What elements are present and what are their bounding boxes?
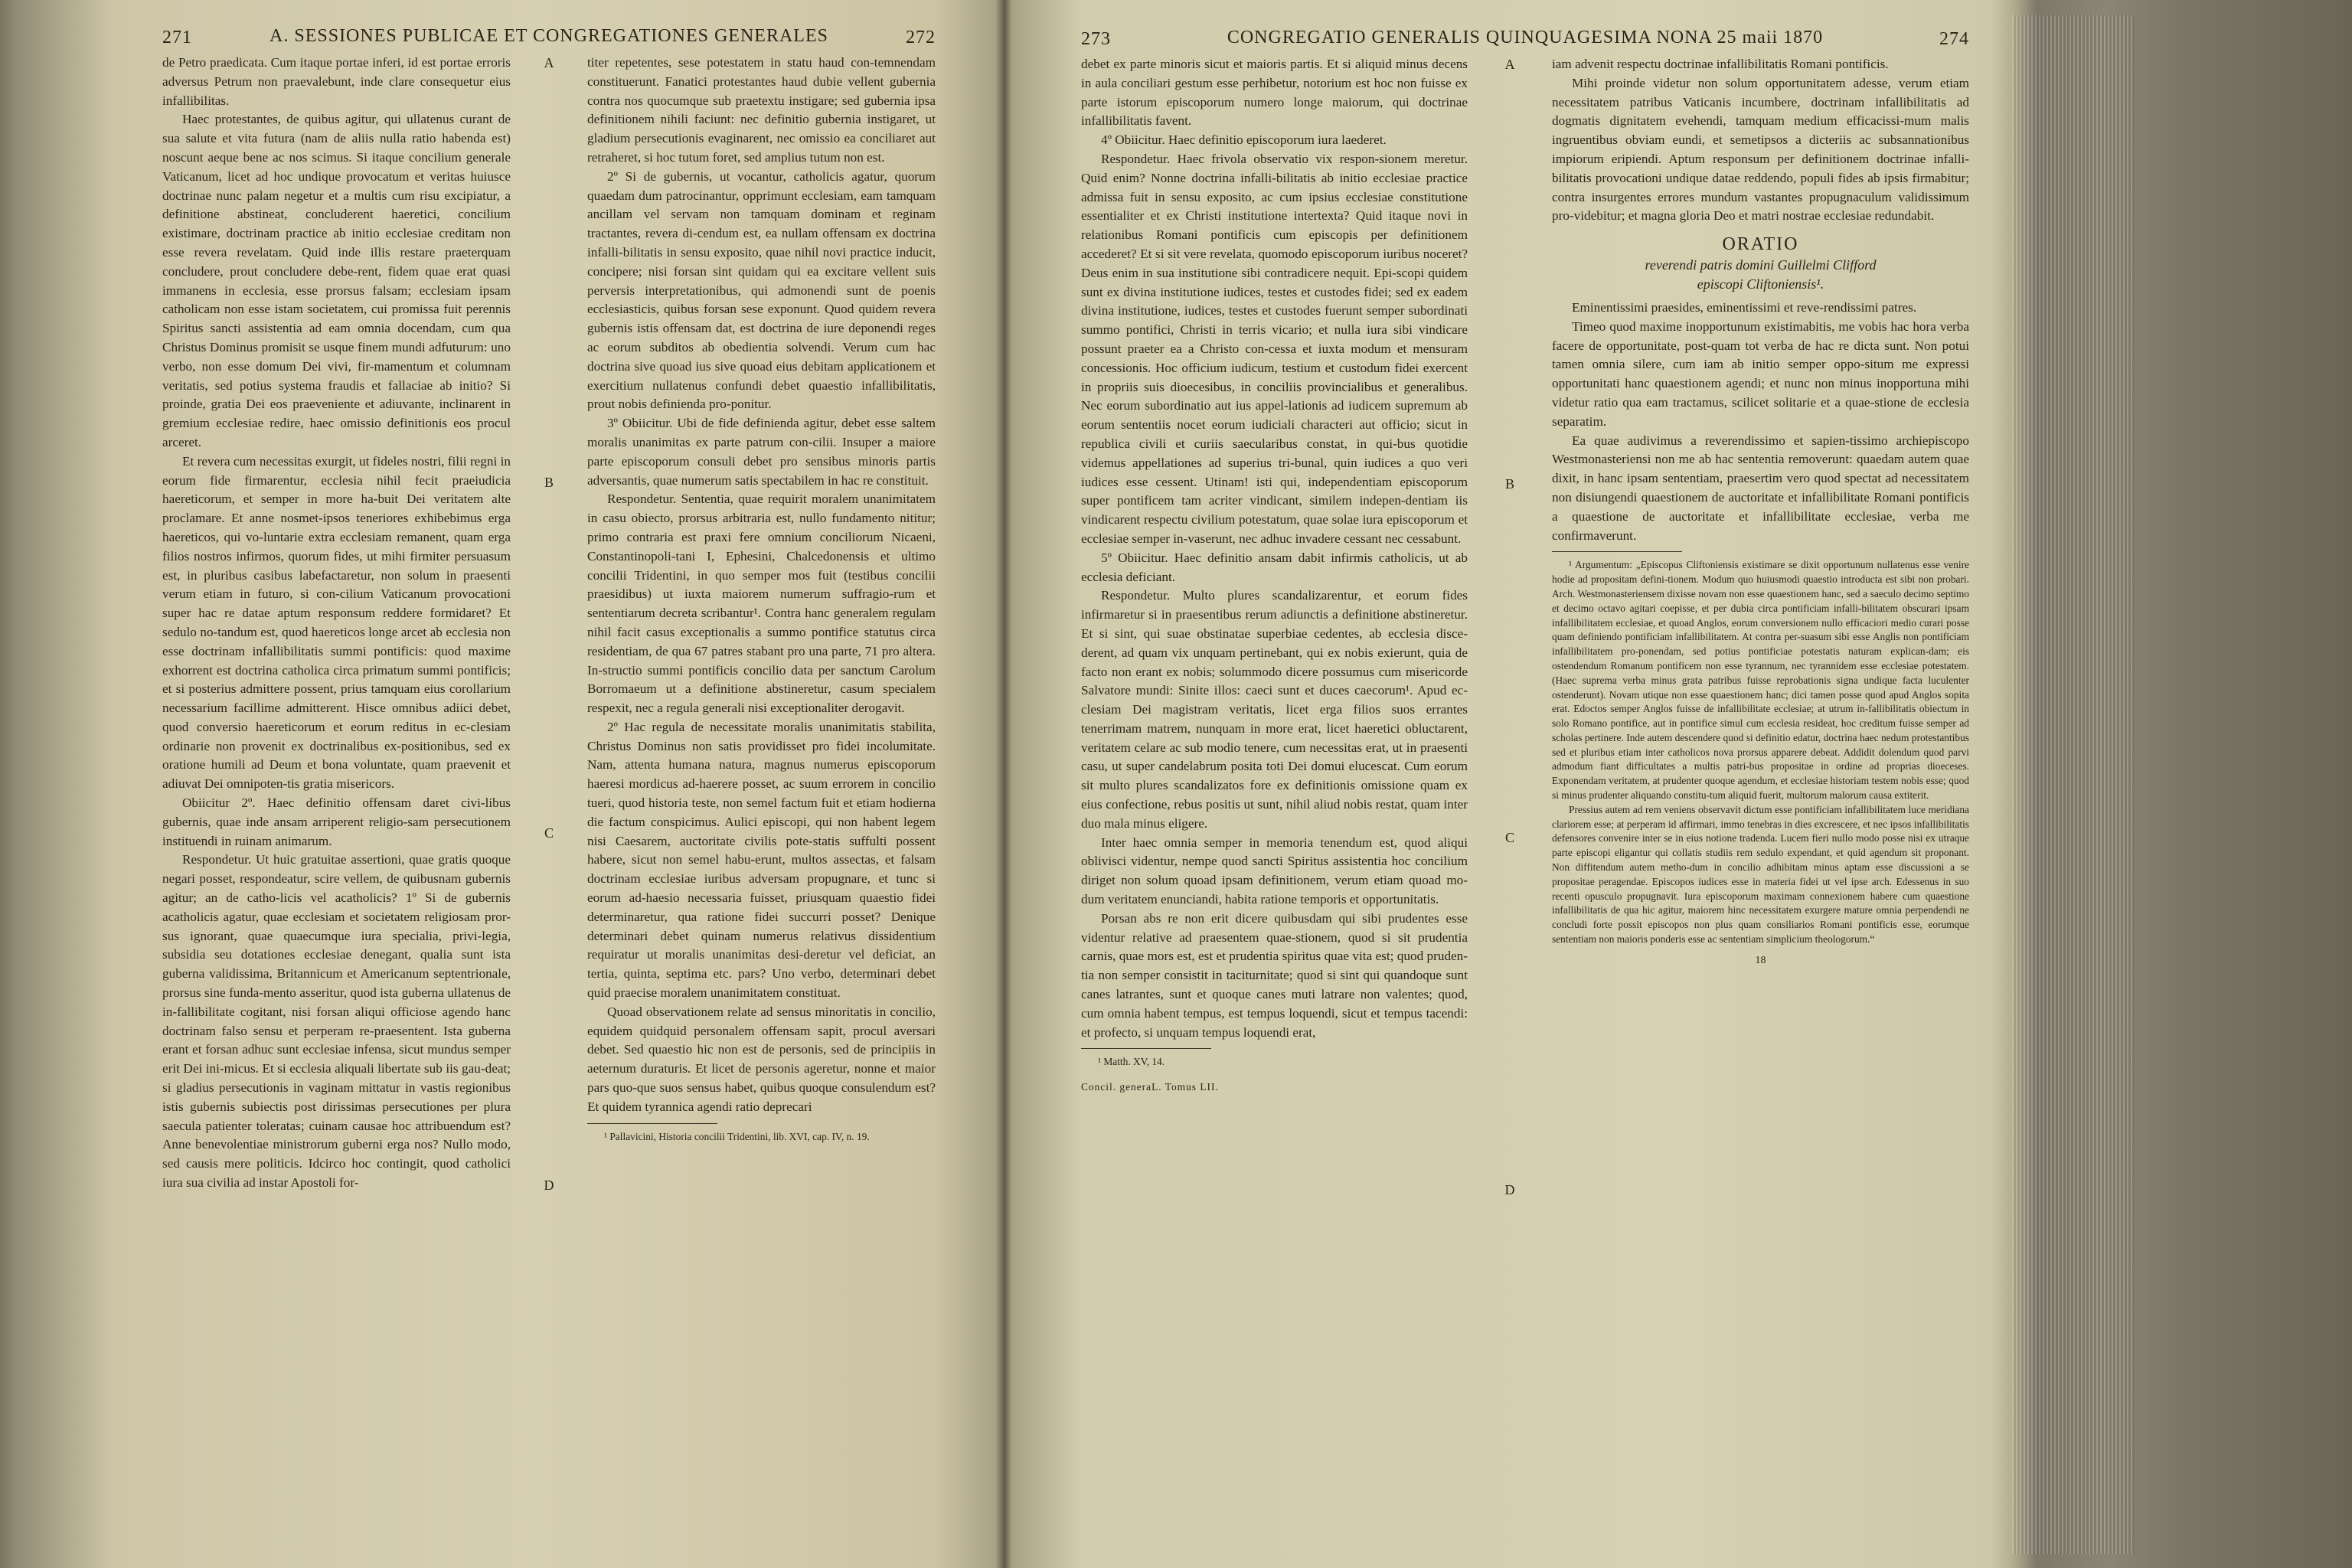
gathering-number: 18 — [1755, 954, 1766, 966]
paragraph: Et revera cum necessitas exurgit, ut fideles nostri, filii regni in eorum fide firmarentur, ecclesia nihil fecit praeiudicia haereticorum, et semper in more ha-buit Dei veritatem alte proclamare. Et anne nosmet-ipsos teneriores exhibebimus erga haereticos, qui vo-luntarie extra ecclesiam remanent, quam erga filios nostros infirmos, quorum fides, ut mihi firmiter persuasum est, in pluribus casibus labefactaretur, non solum in praesenti verum etiam in futuro, si con-cilium Vaticanum provocationi super hac re datae aptum responsum reddere formidaret? Et sedulo no-tandum est, quod haereticos longe arcet ab ecclesia non esse doctrinam infallibilitatis summi pontificis: quod maxime exhorrent est doctrina catholica circa primatum summi pontificis; et si posterius admittere possent, prius tamquam eius corollarium necessarium facillime admitterent. Hisce omnibus adiici debet, quod conversio haereticorum et eorum reditus in ec-clesiam ordinarie non provenit ex doctrinalibus ex-positionibus, sed ex oratione humili ad Deum et bona voluntate, quam praevenit et adiuvat Dei omnipoten-tis gratia misericors. — [162, 453, 511, 792]
left-page — [162, 21, 936, 1193]
margin-mark: D — [1504, 1182, 1515, 1197]
margin-mark: C — [544, 825, 554, 841]
right-page — [1081, 23, 1969, 1197]
column-1 — [162, 54, 511, 1193]
running-title: CONGREGATIO GENERALIS QUINQUAGESIMA NONA 25 maii 1870 — [1227, 28, 1824, 47]
section-heading: ORATIO — [1722, 234, 1799, 255]
column-1 — [1081, 55, 1468, 1095]
paragraph: Mihi proinde videtur non solum opportunitatem adesse, verum etiam necessitatem patribus Vaticanis incumbere, doctrinam infallibilitatis ad dogmatis dignitatem evehendi, tamquam medium efficacissi-mum malis ingruentibus obviam eundi, et semetipsos a dicteriis ac subsannationibus impiorum eripiendi. Aptum responsum per definitionem doctrinae infalli-bilitatis provocationi undique datae reddendo, populi fides ab ipsis firmabitur; contra insurgentes errores mundum vastantes propugnaculum validissimum pro-videbitur; et magna gloria Deo et matri nostrae ecclesiae redundabit. — [1552, 75, 1969, 224]
paragraph: Respondetur. Ut huic gratuitae assertioni, quae gratis quoque negari posset, respondeatur, scire vellem, de quibusnam gubernis agitur; an de catho-licis vel acatholicis? 1º Si de gubernis acatholicis agatur, quae ecclesiam et societatem religiosam pror-sus ignorant, quae quaecumque iura specialia, privi-legia, subsidia seu dotationes ecclesiae denegant, qualia sunt ista guberna validissima, Britannicum et Americanum septentrionale, prorsus sine funda-mento asseritur, quod ista guberna ullatenus de in-fallibilitate cogitant, nisi forsan aliqui officiose agendo hanc doctrinam falso sensu et perperam re-praesentent. Ista guberna erant et forsan adhuc sunt ecclesiae infensa, sicut mundus semper erit Dei ini-micus. Et si ecclesia aliquali libertate sub iis gau-deat; si gladius persecutionis in vaginam mittatur in vastis regionibus istis gubernis subiectis post dirissimas persecutiones per plura saecula patienter toleratas; cuinam causae hoc attribuendum est? Anne benevolentiae ministrorum guberni erga nos? Nullo modo, sed causis mere politicis. Idcirco hoc contingit, quod catholici iura sua civilia ad instar Apostoli for- — [162, 852, 511, 1191]
column-2 — [587, 54, 936, 1193]
paragraph: debet ex parte minoris sicut et maioris partis. Et si aliquid minus decens in aula conciliari gestum esse perhibetur, notorium est hoc non fuisse ex parte istorum episcoporum numero longe maiorum, qui doctrinae infallibilitatis favent. — [1081, 57, 1468, 129]
paragraph: Respondetur. Sententia, quae requirit moralem unanimitatem in casu obiecto, prorsus arbitraria est, nullo fundamento nititur; primo contraria est praxi fere omnium conciliorum Nicaeni, Constantinopoli-tani I, Ephesini, Chalcedonensis et ultimo concilii Tridentini, in quo semper mos fuit (testibus concilii praesidibus) ut iuxta maiorem numerum suffragio-rum et sententiarum decreta scribantur¹. Contra hanc generalem regulam nihil facit casus exceptionalis a summo pontifice statutus circa residentiam, de qua 67 patres stabant pro una parte, 71 pro altera. In-structio summi pontificis concilio data per sanctum Carolum Borromaeum ut a definitione abstineretur, casum specialem respexit, nec a regula generali nisi exceptionaliter derogavit. — [587, 492, 936, 716]
footnote — [1081, 1055, 1468, 1070]
page-number: 272 — [906, 28, 936, 47]
footnote-rule — [1081, 1048, 1211, 1049]
paragraph: 2º Hac regula de necessitate moralis unanimitatis stabilita, Christus Dominus non satis providisset pro fidei incolumitate. Nam, attenta humana natura, magnus numerus episcoporum haeresi mordicus ad-haerere posset, ac suum errorem in concilio tueri, quod historia teste, non semel factum fuit et etiam hodierna die factum conspicimus. Aulici episcopi, qui non habent legem nisi Caesarem, auctoritate civilis pote-statis suffulti possent habere, sicut non semel habu-erunt, multos assectas, et falsam doctrinam ecclesiae iuribus adversam propugnare, et tunc si eorum ad-haesio necessaria fuisset, priusquam quaestio fidei determinaretur, qua ratione fidei succurri posset? Denique determinari debet quinam numerus relativus dissidentium requiratur ut moralis unanimitas desi-deretur vel deficiat, an tertia, quinta, septima etc. pars? Uno verbo, determinari debet quid praecise moralem unanimitatem constituat. — [587, 719, 936, 1001]
footnote-rule — [1552, 551, 1682, 552]
paragraph: Quoad observationem relate ad sensus minoritatis in concilio, equidem quidquid personalem offensam sapit, procul aversari debet. Sed quaestio hic non est de personis, sed de principiis in aeternum duraturis. Et licet de personis ageretur, nonne et maior pars quo-que suos sensus habet, quibus quoque consulendum est? Et quidem tyrannica agendi ratio deprecari — [587, 1004, 936, 1114]
paragraph: Ea quae audivimus a reverendissimo et sapien-tissimo archiepiscopo Westmonasteriensi non me ab hac sententia removerunt: quaedam autem quae dixit, in hanc ipsam sententiam, praesertim vero quod spectat ad necessitatem non disiungendi quaestionem de auctoritate et infallibilitate Romani pontificis a quaestione de auctoritate et infallibilitate ecclesiae, verba me confirmaverunt. — [1552, 433, 1969, 543]
footnote — [587, 1130, 936, 1145]
paragraph: iam advenit respectu doctrinae infallibilitatis Romani pontificis. — [1552, 57, 1889, 71]
paragraph: Respondetur. Multo plures scandalizarentur, et eorum fides infirmaretur si in praesentibus rerum adiunctis a definitione abstineretur. Et si sint, qui suae obstinatae superbiae cedentes, ab ecclesia disce-derent, ad quam vix unquam pertinebant, qui ex nobis exierunt, quia de facto non erant ex nobis; solummodo dicere possumus cum misericorde Salvatore mundi: Sinite illos: caeci sunt et duces caecorum¹. Apud ec-clesiam Dei magistram veritatis, licet erga filios suos errantes tenerrimam matrem, nunquam in more erat, licet haeretici obluctarent, veritatem celare ac sub modio tenere, cum necessitas erat, ut in praesenti casu, ut super candelabrum posita toti Dei domui elucescat. Cum eorum sit multo plures scandalizatos fore ex definitionis omissione quam ex eius confectione, rebus positis ut sunt, nihil aliud nobis restat, quam inter duo mala minus eligere. — [1081, 588, 1468, 831]
paragraph: Porsan abs re non erit dicere quibusdam qui sibi prudentes esse videntur relative ad praesentem quae-stionem, quod si sit prudentia carnis, quae mors est, est et prudentia spiritus quae vita est; quod pruden-tia non semper consistit in taciturnitate; quod si sint qui quandoque sunt canes latrantes, sunt et quoque canes muti latrare non valentes; quod, cum omnia habent tempus, est tempus loquendi, sicut et tempus tacendi: et profecto, si unquam tempus loquendi erat, — [1081, 910, 1468, 1040]
section-subtitle: episcopi Cliftoniensis¹. — [1697, 276, 1824, 292]
paragraph: titer repetentes, sese potestatem in statu haud con-temnendam constituerunt. Fanatici protestantes haud dubie vellent gubernia contra nos quocumque sub praetextu instigare; sed gubernia ipsa definitionem nihili faciunt: nec definitio gubernia instigaret, ut gladium persecutionis evaginarent, nec omissio ea conciliaret aut retraheret, si hoc tutum foret, sed amplius tutum non est. — [587, 55, 936, 165]
paragraph: Inter haec omnia semper in memoria tenendum est, quod aliqui oblivisci videntur, nempe quod sancti Spiritus assistentia hoc concilium diriget non solum quoad ipsam definitionem, verum etiam quoad mo-dum veritatem enunciandi, habita ratione temporis et opportunitatis. — [1081, 835, 1468, 907]
column-2 — [1552, 55, 1969, 1095]
page-number: 274 — [1939, 29, 1969, 49]
margin-mark: A — [544, 55, 554, 70]
page-edges — [2012, 15, 2135, 1554]
footnote-rule — [587, 1123, 717, 1124]
margin-mark: C — [1504, 830, 1514, 845]
running-header — [162, 21, 936, 54]
paragraph: 2º Si de gubernis, ut vocantur, catholicis agatur, quorum quaedam dum patrocinantur, opprimunt ecclesiam, eam tamquam ancillam vel servam non tamquam dominam et reginam tractantes, revera di-cendum est, ea nullam offensam ex doctrina infalli-bilitatis in sensu exposito, quae nihil novi practice inducit, concipere; nisi forsan sint quidam qui ea excitare vellent suis perversis interpretationibus, qui admonendi sunt de poenis ecclesiasticis, quibus forsan sese exponunt. Quod quidem revera gubernis istis offensam dat, est doctrina de iure deponendi reges ac eorum subditos ab obedientia solvendi. Verum cum hac doctrina sive quoad ius sive quoad eius debitam applicationem et exercitium nullatenus confundi debet quaestio infallibilitatis, prout nobis definienda pro-ponitur. — [587, 168, 936, 412]
signature-line: Concil. generaL. Tomus LII. — [1081, 1081, 1219, 1093]
columns — [162, 54, 936, 1193]
paragraph: 5º Obiicitur. Haec definitio ansam dabit infirmis catholicis, ut ab ecclesia deficiant. — [1081, 550, 1468, 584]
page-number: 273 — [1081, 29, 1111, 49]
footnote-text: Pressius autem ad rem veniens observavit dictum esse pontificiam infallibilitatem luce meridiana clariorem esse; at perperam id affirmari, immo tenebras in dies excrescere, et nec ipsos infallibilitatis defensores convenire inter se in eius notione tradenda. Lucem fieri nullo modo posse nisi ex utraque parte episcopi eligantur qui collatis studiis rem sedulo expendant, et quid agendum sit proponant. Non diffitendum autem metho-dum in concilio adhibitam minus aptam esse discussioni a se propositae peragendae. Episcopos iudices esse in materia fidei ut vel ipse arch. Edessenus in suo recenti opusculo propugnavit. Iura episcoporum maximam connexionem habere cum quaestione infallibilitatis de qua hic agitur, maiorem hinc necessitatem exurgere mature omnia perpendendi ne concludi forte possit episcopos non plus quam consiliarios Romani pontificis esse, eorumque sententiam non maioris ponderis esse ac sententiam simplicium theologorum.“ — [1552, 803, 1969, 946]
margin-mark: D — [544, 1178, 554, 1193]
paragraph: Eminentissimi praesides, eminentissimi et reve-rendissimi patres. — [1572, 299, 1917, 315]
paragraph: de Petro praedicata. Cum itaque portae inferi, id est portae erroris adversus Petrum non praevalebunt, inde clare consequetur eius infallibilitas. — [162, 55, 511, 108]
margin-mark: B — [544, 475, 554, 490]
margin-gutter — [1468, 55, 1552, 1197]
running-title: A. SESSIONES PUBLICAE ET CONGREGATIONES GENERALES — [270, 26, 828, 46]
paragraph: 4º Obiicitur. Haec definitio episcoporum iura laederet. — [1101, 132, 1387, 148]
paragraph: Respondetur. Haec frivola observatio vix respon-sionem meretur. Quid enim? Nonne doctrina infalli-bilitatis ab initio ecclesiae practice admissa fuit in sensu exposito, ac cum ipsius ecclesiae constitutione essentialiter et ex Christi institutione intertexta? Quid itaque novi in relationibus Romani pontificis cum episcopis per definitionem accederet? Et si sit vere revelata, quomodo episcoporum iuribus noceret? Deus enim in sua institutione sibi contradicere nequit. Epi-scopi quidem sunt ex divina institutione iudices, testes et custodes fidei; sed ex eadem divina institutione, iudices, testes et custodes fuerunt semper subordinati summo pontifici, Christi in terris vicario; et nulla iura sibi vindicare possunt praeter ea a Christo con-cessa et iuxta modum et mensuram concessionis. Hoc officium iudicum, testium et custodum fidei exercent in propriis suis dioecesibus, in conciliis provincialibus et generalibus. Nec eorum subordinatio aut ius appel-lationis ad iudicem supremum ab eorum sententiis nocet eorum iudiciali characteri aut officio; sicut in republica civili et curiis saecularibus constat, in qui-bus quotidie videmus appellationes ad superius tri-bunal, quin iudices a quo veri iudices esse cessent. Utinam! isti qui, independentiam episcoporum super pontificem tam acriter vindicant, similem indepen-dentiam iis vindicarent respectu civilium potestatum, quae solae iura episcoporum et ecclesiae semper in-vaserunt, nec adhuc invadere cessant nec cessabunt. — [1081, 151, 1468, 546]
paragraph: Obiicitur 2º. Haec definitio offensam daret civi-libus gubernis, quae inde ansam arriperent religio-sam persecutionem instituendi in ruinam animarum. — [162, 795, 511, 848]
footnote — [1552, 558, 1969, 947]
footnote-text: ¹ Argumentum: „Episcopus Cliftoniensis existimare se dixit opportunum nullatenus esse venire hodie ad propositam defini-tionem. Modum quo huiusmodi quaestio introducta est sibi non probari. Arch. Westmonasteriensem dixisse novam non esse quaestionem hanc, sed a saeculo decimo septimo et decimo octavo agitari coepisse, et per dubia circa pontificiam infalli-bilitatem obscurari ipsam infallibilitatem ecclesiae, et quoad Anglos, eorum conversionem nullo efficaciori medio curari posse quam definiendo pontificiam infallibilitatem. At contra per-suasum sibi esse Anglis non pontificiam infallibilitatem pro-ponendam, sed potius pontificiae potestatis naturam explican-dam; eis ostendendum Romanum pontificem non esse tyrannum, nec tyrannidem esse ecclesiae potestatem. (Haec suprema verba minus grata patribus fuisse reprobationis signa undique facta luculenter ostenderunt). Novam utique non esse quaestionem hanc; dici tamen posse quod apud Anglos sopita erat. Edoctos semper Anglos fuisse de infallibilitate ecclesiae; at utrum in-fallibilitatis obiectum in solo Romano pontifice, aut in pontifice simul cum ecclesia resideat, hoc creditum fuisse semper ad scholas pertinere. Inde autem descendere quod si definitio edatur, doctrina haec nedum protestantibus sed et pluribus etiam inter catholicos nova prorsus apparere debeat. Addidit dolendum quod parvi admodum fiant difficultates a multis patri-bus propositae in ordine ad proprias dioeceses. Exponendam veritatem, at prudenter quoque agendum, et ecclesiae historiam testem nobis esse; quod si minus prudenter aliquando constitu-tum aliquid fuerit, multorum malorum causa extiterit. — [1552, 559, 1969, 802]
margin-mark: B — [1504, 476, 1514, 492]
paragraph: Timeo quod maxime inopportunum existimabitis, me vobis hac hora verba facere de opportunitate, post-quam tot verba de hac re dicta sunt. Non potui tamen omnia silere, cum iam ab initio semper oppo-situm me expressi opportunitati hanc quaestionem agendi; et nunc non minus inopportuna mihi videtur ratio qua eam tractamus, scilicet solitarie et a quae-stione de ecclesia separatim. — [1552, 318, 1969, 429]
margin-mark: A — [1504, 57, 1515, 72]
footnote-text: ¹ Matth. XV, 14. — [1098, 1056, 1165, 1068]
footnote-text: ¹ Pallavicini, Historia concilii Tridentini, lib. XVI, cap. IV, n. 19. — [604, 1130, 870, 1142]
page-number: 271 — [162, 28, 192, 47]
paragraph: 3º Obiicitur. Ubi de fide definienda agitur, debet esse saltem moralis unanimitas ex parte patrum con-cilii. Insuper a maiore parte episcoporum consuli debet pro sensibus minoris partis adversantis, quae numerum satis spectabilem in hac re constituit. — [587, 416, 936, 488]
paragraph: Haec protestantes, de quibus agitur, qui ullatenus curant de sua salute et vita futura (nam de aliis nulla ratio habenda est) noscunt aeque bene ac nos scimus. Si itaque concilium generale Vaticanum, licet ad hoc undique provocatum et veritas huiusce doctrinae nunc palam negetur et a multis cum risu excipiatur, a definitione abstineat, concluderent haeretici, concilium existimare, doctrinam practice ab initio ecclesiae creditam non esse revera revelatam. Quid inde illis restare praeterquam concludere, prout concludere debe-rent, fidem quae erat quasi immanens in ecclesia, esse prorsus falsam; ecclesiam ipsam catholicam non esse istam societatem, cui promissa fuit perennis Spiritus sancti assistentia ad eam omnia docendam, cum qua Christus Dominus promisit se usque finem mundi adfuturum: uno verbo, non esse domum Dei vivi, fir-mamentum et columnam veritatis, sed potius systema fraudis et fallaciae ab initio? Si proinde, gratia Dei eos praeveniente et adiuvante, inclinarent in gremium ecclesiae redire, haec omissio definitionis eos procul arceret. — [162, 112, 511, 449]
columns — [1081, 55, 1969, 1197]
running-header — [1081, 23, 1969, 55]
margin-gutter — [511, 54, 587, 1193]
section-subtitle: reverendi patris domini Guillelmi Clifford — [1645, 256, 1877, 273]
